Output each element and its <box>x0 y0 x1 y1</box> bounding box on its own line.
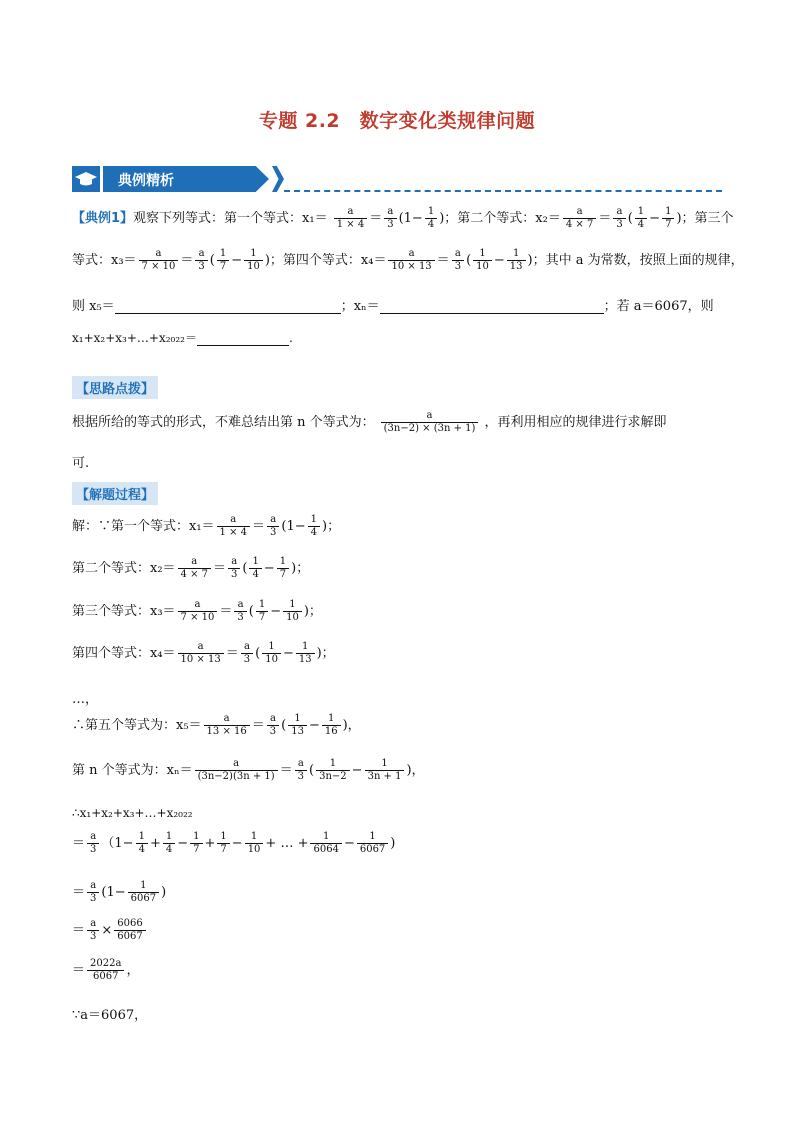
text: 等式：x₃＝ <box>72 253 137 268</box>
text: )；第四个等式：x₄＝ <box>264 253 387 268</box>
text: 第 n 个等式为：xₙ＝ <box>72 763 193 778</box>
fraction: $\frac{1}{13}$ <box>288 713 307 738</box>
fraction: $\frac{1}{10}$ <box>473 248 492 273</box>
fraction: $\frac{a}{3}$ <box>87 831 99 856</box>
text: . <box>288 331 293 345</box>
section-banner <box>72 166 722 192</box>
text: )；第三个 <box>676 211 734 226</box>
text: (1− <box>398 211 423 226</box>
fraction: $\frac{1}{4}$ <box>635 206 647 231</box>
fraction: $\frac{1}{4}$ <box>308 514 320 539</box>
fraction: $\frac{a}{3}$ <box>452 248 464 273</box>
fraction: $\frac{a}{3}$ <box>195 248 207 273</box>
fraction: $\frac{1}{6064}$ <box>310 831 341 856</box>
fraction: $\frac{1}{10}$ <box>262 641 281 666</box>
fraction: $\frac{a}{3}$ <box>234 599 246 624</box>
solution-ellipsis: …， <box>72 692 99 707</box>
solution-tag: 【解题过程】 <box>72 482 158 505</box>
fraction: $\frac{1}{7}$ <box>217 831 229 856</box>
fraction: $\frac{1}{3n-2}$ <box>316 758 350 783</box>
solution-last: ∵a＝6067， <box>72 1008 148 1023</box>
solution-result-1: ＝ $\frac{a}{3}$ （1− $\frac{1}{4}$ + $\frac{1}{4}$ − $\frac{1}{7}$ + $\frac{1}{7}$ − $\frac{1}{10}$ + … + $\frac{1}{6064}$ − $\frac{1}{6067}$ ) <box>72 831 396 855</box>
fraction: $\frac{a}{1 \times 4}$ <box>217 514 250 539</box>
fraction: $\frac{1}{7}$ <box>662 206 674 231</box>
fraction: $\frac{a}{10 \times 13}$ <box>388 248 434 273</box>
hint-tag-line <box>72 376 158 399</box>
solution-result-4: ＝ $\frac{2022a}{6067}$ ， <box>72 958 140 982</box>
fraction: $\frac{a}{4 \times 7}$ <box>563 206 596 231</box>
text: ( <box>209 253 215 268</box>
text: − <box>649 211 661 226</box>
fraction: $\frac{a}{3}$ <box>241 641 253 666</box>
fraction: $\frac{1}{13}$ <box>296 641 315 666</box>
text: ∴第五个等式为：x₅＝ <box>72 718 202 733</box>
solution-step-3: 第三个等式：x₃＝ $\frac{a}{7 \times 10}$ ＝ $\frac{a}{3}$ ( $\frac{1}{7}$ − $\frac{1}{10}$ )； <box>72 599 322 623</box>
text: 观察下列等式：第一个等式：x₁＝ <box>133 211 328 226</box>
text: − <box>231 253 243 268</box>
fraction: $\frac{1}{4}$ <box>136 831 148 856</box>
fraction: $\frac{a}{3}$ <box>87 918 99 943</box>
text: ，再利用相应的规律进行求解即 <box>484 415 667 430</box>
text: )；第二个等式：x₂＝ <box>439 211 561 226</box>
fraction: $\frac{1}{7}$ <box>277 556 289 581</box>
solution-result-3: ＝ $\frac{a}{3}$ × $\frac{6066}{6067}$ <box>72 918 148 943</box>
fraction: $\frac{1}{7}$ <box>190 831 202 856</box>
solution-step-1: 解：∵第一个等式：x₁＝ $\frac{a}{1 \times 4}$ ＝ $\frac{a}{3}$ (1− $\frac{1}{4}$ )； <box>72 514 341 538</box>
hint-tag: 【思路点拨】 <box>72 376 158 399</box>
fraction: $\frac{a}{7 \times 10}$ <box>139 248 179 273</box>
solution-sum: ∴x₁+x₂+x₃+…+x₂₀₂₂ <box>72 806 193 820</box>
text: 解：∵第一个等式：x₁＝ <box>72 519 215 534</box>
fraction: $\frac{1}{4}$ <box>425 206 437 231</box>
graduation-cap-icon <box>72 166 100 192</box>
fraction: $\frac{1}{3n + 1}$ <box>365 758 405 783</box>
answer-blank-x5[interactable] <box>115 298 341 314</box>
fraction: $\frac{a}{(3n-2)(3n + 1)}$ <box>195 758 278 783</box>
fraction: $\frac{a}{3}$ <box>228 556 240 581</box>
text: x₁+x₂+x₃+…+x₂₀₂₂＝ <box>72 331 197 345</box>
text: 根据所给的等式的形式，不难总结出第 n 个等式为： <box>72 415 375 430</box>
text: )；其中 a 为常数，按照上面的规律， <box>527 253 744 268</box>
text: ；若 a＝6067，则 <box>603 299 714 314</box>
fraction: $\frac{a}{10 \times 13}$ <box>178 641 224 666</box>
example-line-3 <box>72 295 714 314</box>
text: 第二个等式：x₂＝ <box>72 561 176 576</box>
fraction: $\frac{1}{7}$ <box>256 599 268 624</box>
text: ＝ <box>436 253 450 268</box>
fraction: $\frac{1}{6067}$ <box>128 880 159 905</box>
chevron-right-icon <box>272 166 284 192</box>
fraction: $\frac{2022a}{6067}$ <box>87 958 124 983</box>
fraction: $\frac{a}{3}$ <box>267 713 279 738</box>
fraction: $\frac{a}{3}$ <box>295 758 307 783</box>
text: − <box>493 253 505 268</box>
text: ＝ <box>180 253 194 268</box>
fraction: $\frac{a}{(3n-2) \times (3n + 1)}$ <box>381 410 479 435</box>
solution-step-4: 第四个等式：x₄＝ $\frac{a}{10 \times 13}$ ＝ $\frac{a}{3}$ ( $\frac{1}{10}$ − $\frac{1}{13}$ )； <box>72 641 335 665</box>
example-line-1 <box>72 206 734 231</box>
solution-step-2: 第二个等式：x₂＝ $\frac{a}{4 \times 7}$ ＝ $\frac{a}{3}$ ( $\frac{1}{4}$ − $\frac{1}{7}$ )； <box>72 556 310 580</box>
fraction: $\frac{1}{4}$ <box>163 831 175 856</box>
page-title: 专题 2.2 数字变化类规律问题 <box>258 110 536 132</box>
solution-tag-line <box>72 482 158 505</box>
text: 第三个等式：x₃＝ <box>72 604 176 619</box>
solution-step-n: 第 n 个等式为：xₙ＝ $\frac{a}{(3n-2)(3n + 1)}$ ＝ $\frac{a}{3}$ ( $\frac{1}{3n-2}$ − $\frac{1}{3n + 1}$ )， <box>72 758 425 782</box>
answer-blank-sum[interactable] <box>197 331 289 346</box>
fraction: $\frac{a}{3}$ <box>613 206 625 231</box>
fraction: $\frac{1}{10}$ <box>283 599 302 624</box>
text: ( <box>627 211 633 226</box>
fraction: $\frac{a}{3}$ <box>384 206 396 231</box>
fraction: $\frac{1}{4}$ <box>249 556 261 581</box>
fraction: $\frac{1}{13}$ <box>507 248 526 273</box>
fraction: $\frac{a}{3}$ <box>267 514 279 539</box>
fraction: $\frac{6066}{6067}$ <box>114 918 145 943</box>
solution-step-5: ∴第五个等式为：x₅＝ $\frac{a}{13 \times 16}$ ＝ $\frac{a}{3}$ ( $\frac{1}{13}$ − $\frac{1}{16}$ )， <box>72 713 361 737</box>
fraction: $\frac{1}{16}$ <box>322 713 341 738</box>
text: ＝ <box>598 211 612 226</box>
text: 则 x₅＝ <box>72 299 115 314</box>
text: ；xₙ＝ <box>340 299 380 314</box>
fraction: $\frac{1}{10}$ <box>244 248 263 273</box>
example-tag: 【典例1】 <box>72 211 134 226</box>
answer-blank-xn[interactable] <box>380 298 604 314</box>
text: ( <box>466 253 472 268</box>
fraction: $\frac{a}{4 \times 7}$ <box>178 556 211 581</box>
banner-label: 典例精析 <box>118 173 174 189</box>
fraction: $\frac{a}{1 \times 4}$ <box>334 206 367 231</box>
text: 第四个等式：x₄＝ <box>72 646 176 661</box>
dashed-divider <box>284 190 722 192</box>
hint-line-1 <box>72 410 666 435</box>
example-line-2 <box>72 248 744 273</box>
fraction: $\frac{1}{7}$ <box>217 248 229 273</box>
fraction: $\frac{a}{7 \times 10}$ <box>178 599 218 624</box>
solution-result-2: ＝ $\frac{a}{3}$ (1− $\frac{1}{6067}$ ) <box>72 880 167 904</box>
fraction: $\frac{1}{6067}$ <box>357 831 388 856</box>
fraction: $\frac{a}{13 \times 16}$ <box>204 713 250 738</box>
example-line-4 <box>72 329 293 346</box>
hint-line-2: 可. <box>72 456 90 471</box>
fraction: $\frac{1}{10}$ <box>245 831 264 856</box>
fraction: $\frac{a}{3}$ <box>87 880 99 905</box>
text: ＝ <box>369 211 383 226</box>
